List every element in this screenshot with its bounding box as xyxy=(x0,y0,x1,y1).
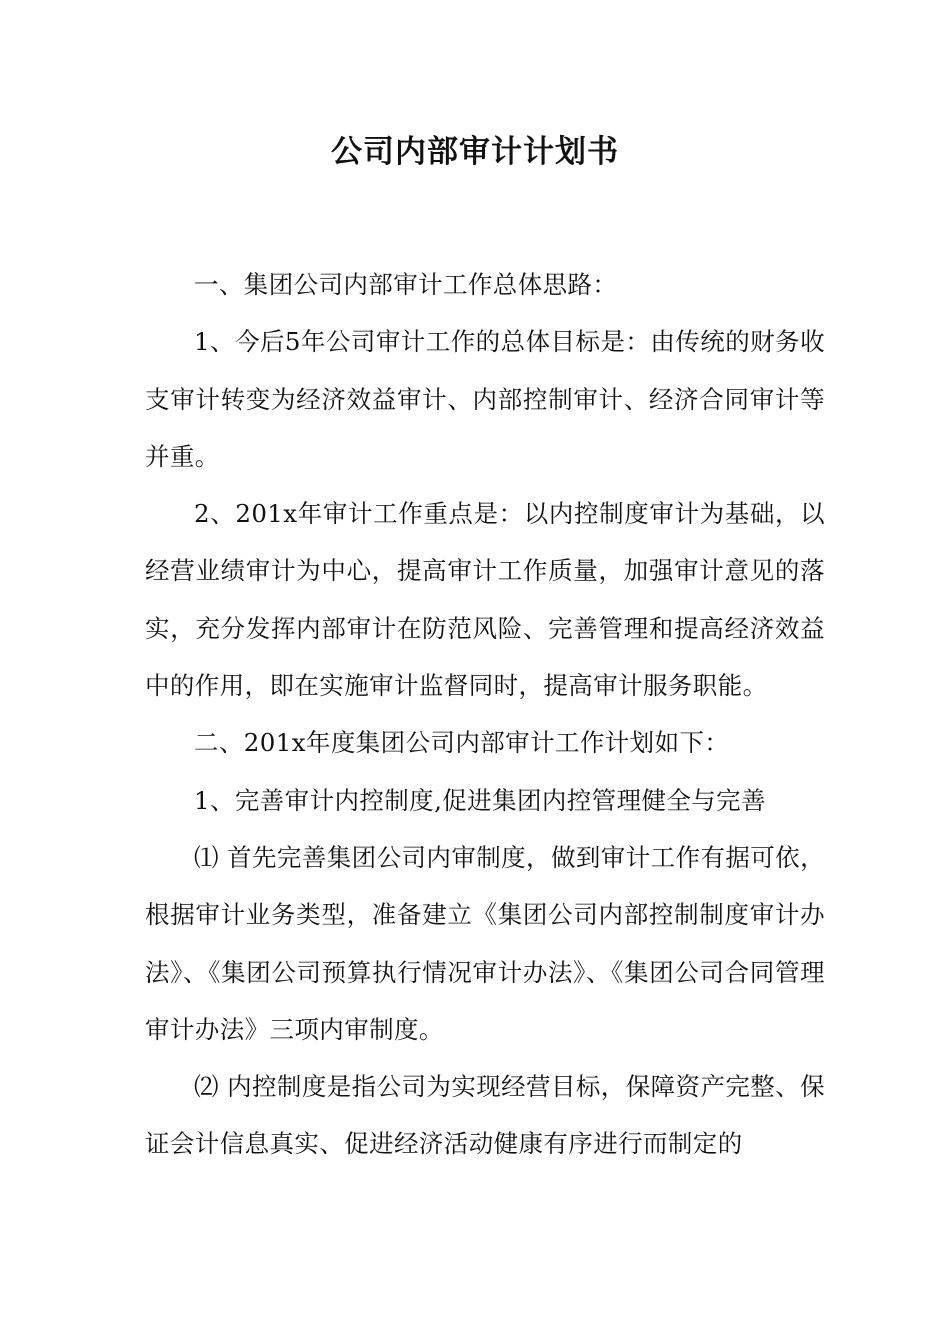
paragraph-overall-goal: 1、今后5年公司审计工作的总体目标是：由传统的财务收支审计转变为经济效益审计、内部控制审计、经济合同审计等并重。 xyxy=(145,327,825,471)
paragraph-section-one-heading: 一、集团公司内部审计工作总体思路： xyxy=(194,270,618,299)
document-body xyxy=(145,256,825,1173)
paragraph-subitem-two: ⑵ 内控制度是指公司为实现经营目标，保障资产完整、保证会计信息真实、促进经济活动健康有序进行而制定的 xyxy=(145,1072,825,1159)
paragraph-subitem-one: ⑴ 首先完善集团公司内审制度，做到审计工作有据可依，根据审计业务类型，准备建立《集团公司内部控制制度审计办法》、《集团公司预算执行情况审计办法》、《集团公司合同管理审计办法》三项内审制度。 xyxy=(145,842,825,1044)
paragraph-section-two-heading: 二、201x年度集团公司内部审计工作计划如下： xyxy=(194,728,730,758)
paragraph-annual-focus: 2、201x年审计工作重点是：以内控制度审计为基础，以经营业绩审计为中心，提高审计工作质量，加强审计意见的落实，充分发挥内部审计在防范风险、完善管理和提高经济效益中的作用，即在实施审计监督同时，提高审计服务职能。 xyxy=(145,499,825,701)
paragraph-item-one-heading: 1、完善审计内控制度,促进集团内控管理健全与完善 xyxy=(194,785,766,815)
document-title: 公司内部审计计划书 xyxy=(331,134,619,170)
